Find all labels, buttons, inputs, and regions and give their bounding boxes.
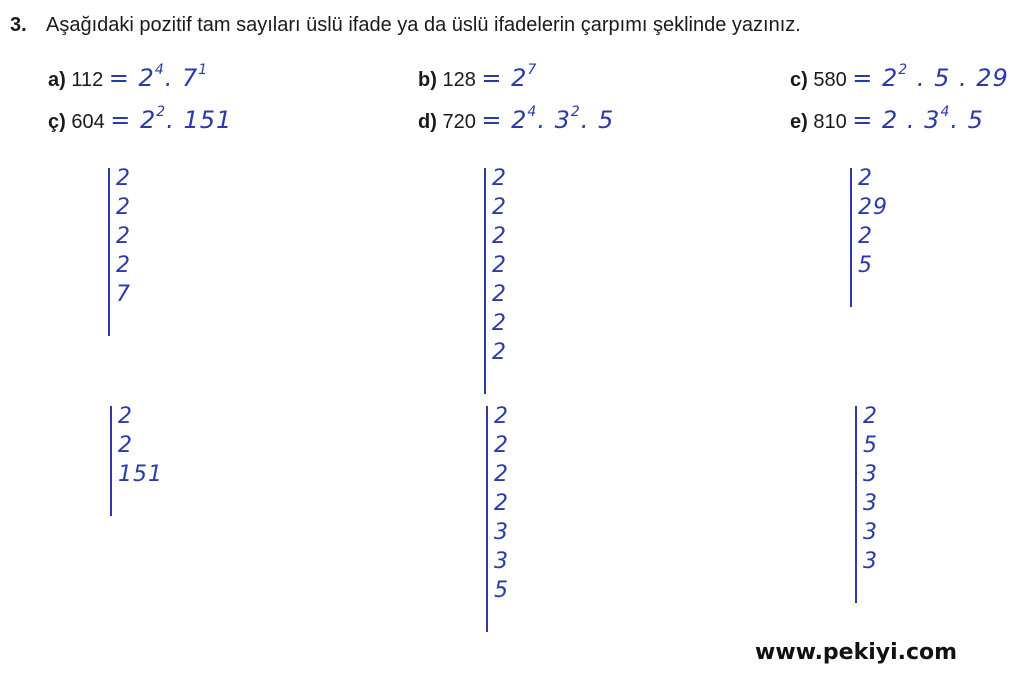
question-text: Aşağıdaki pozitif tam sayıları üslü ifade ya da üslü ifadelerin çarpımı şeklinde yazınız. — [46, 14, 801, 36]
answer-text: . 7 — [164, 64, 199, 92]
handwritten-answer — [110, 106, 232, 134]
answer-text: = 2 — [481, 106, 528, 134]
ladder-divisor: 2 — [116, 195, 131, 220]
answer-exponent: 4 — [527, 104, 538, 120]
ladder-divisor: 3 — [863, 491, 878, 516]
answer-text: . 5 — [950, 106, 984, 134]
answer-text: . 5 . 29 — [908, 64, 1009, 92]
answer-text: = 2 . 3 — [852, 106, 941, 134]
ladder-divisor: 2 — [492, 340, 507, 365]
item-number: 810 — [807, 111, 853, 133]
item-label: e) — [790, 111, 808, 133]
ladder-divisor: 2 — [118, 404, 133, 429]
ladder-divider-line — [484, 168, 486, 394]
ladder-divisor: 2 — [492, 311, 507, 336]
ladder-divider-line — [850, 168, 852, 307]
ladder-divisor: 2 — [494, 433, 509, 458]
item-number: 128 — [436, 69, 482, 91]
ladder-divisor: 3 — [494, 520, 509, 545]
ladder-divisor: 151 — [118, 462, 163, 487]
answer-text: = 2 — [108, 64, 155, 92]
answer-text: . 151 — [166, 106, 233, 134]
answer-exponent: 2 — [570, 104, 581, 120]
exercise-item — [48, 62, 208, 92]
ladder-divisor: 7 — [116, 282, 131, 307]
ladder-divisor: 5 — [858, 253, 873, 278]
handwritten-answer — [109, 64, 208, 92]
ladder-divisor: 2 — [116, 166, 131, 191]
item-label: d) — [418, 111, 437, 133]
answer-text: = 2 — [852, 64, 899, 92]
item-number: 604 — [65, 111, 111, 133]
ladder-divider-line — [108, 168, 110, 336]
ladder-divisor: 2 — [492, 224, 507, 249]
exercise-item — [790, 62, 1009, 92]
ladder-divisor: 2 — [116, 253, 131, 278]
item-label: ç) — [48, 111, 66, 133]
ladder-divisor: 2 — [492, 166, 507, 191]
question-number: 3. — [10, 14, 27, 36]
ladder-divider-line — [110, 406, 112, 516]
handwritten-answer — [481, 106, 614, 134]
handwritten-answer — [481, 64, 537, 92]
ladder-divisor: 2 — [494, 462, 509, 487]
answer-exponent: 1 — [198, 62, 209, 78]
exercise-item — [418, 104, 614, 134]
ladder-divisor: 2 — [494, 491, 509, 516]
ladder-divisor: 2 — [492, 282, 507, 307]
ladder-divisor: 5 — [863, 433, 878, 458]
exercise-item — [48, 104, 232, 134]
handwritten-answer — [852, 106, 984, 134]
ladder-divisor: 3 — [863, 520, 878, 545]
site-footer: www.pekiyi.com — [755, 640, 958, 665]
ladder-divisor: 3 — [863, 462, 878, 487]
answer-exponent: 4 — [154, 62, 165, 78]
answer-exponent: 2 — [156, 104, 167, 120]
item-label: c) — [790, 69, 808, 91]
answer-exponent: 2 — [898, 62, 909, 78]
ladder-divisor: 2 — [118, 433, 133, 458]
answer-text: = 2 — [110, 106, 157, 134]
ladder-divisor: 3 — [494, 549, 509, 574]
ladder-divisor: 2 — [492, 195, 507, 220]
ladder-divider-line — [486, 406, 488, 632]
item-number: 112 — [65, 69, 109, 91]
ladder-divisor: 2 — [494, 404, 509, 429]
ladder-divisor: 2 — [492, 253, 507, 278]
item-label: b) — [418, 69, 437, 91]
item-number: 580 — [807, 69, 853, 91]
ladder-divisor: 2 — [858, 224, 873, 249]
exercise-item — [418, 62, 537, 92]
answer-text: . 3 — [537, 106, 571, 134]
item-label: a) — [48, 69, 66, 91]
ladder-divider-line — [855, 406, 857, 603]
handwritten-answer — [852, 64, 1009, 92]
ladder-divisor: 29 — [858, 195, 888, 220]
answer-text: . 5 — [580, 106, 615, 134]
ladder-divisor: 5 — [494, 578, 509, 603]
answer-exponent: 4 — [940, 104, 951, 120]
answer-exponent: 7 — [527, 62, 538, 78]
ladder-divisor: 2 — [858, 166, 873, 191]
ladder-divisor: 3 — [863, 549, 878, 574]
item-number: 720 — [436, 111, 482, 133]
ladder-divisor: 2 — [863, 404, 878, 429]
answer-text: = 2 — [481, 64, 528, 92]
ladder-divisor: 2 — [116, 224, 131, 249]
exercise-item — [790, 104, 984, 134]
